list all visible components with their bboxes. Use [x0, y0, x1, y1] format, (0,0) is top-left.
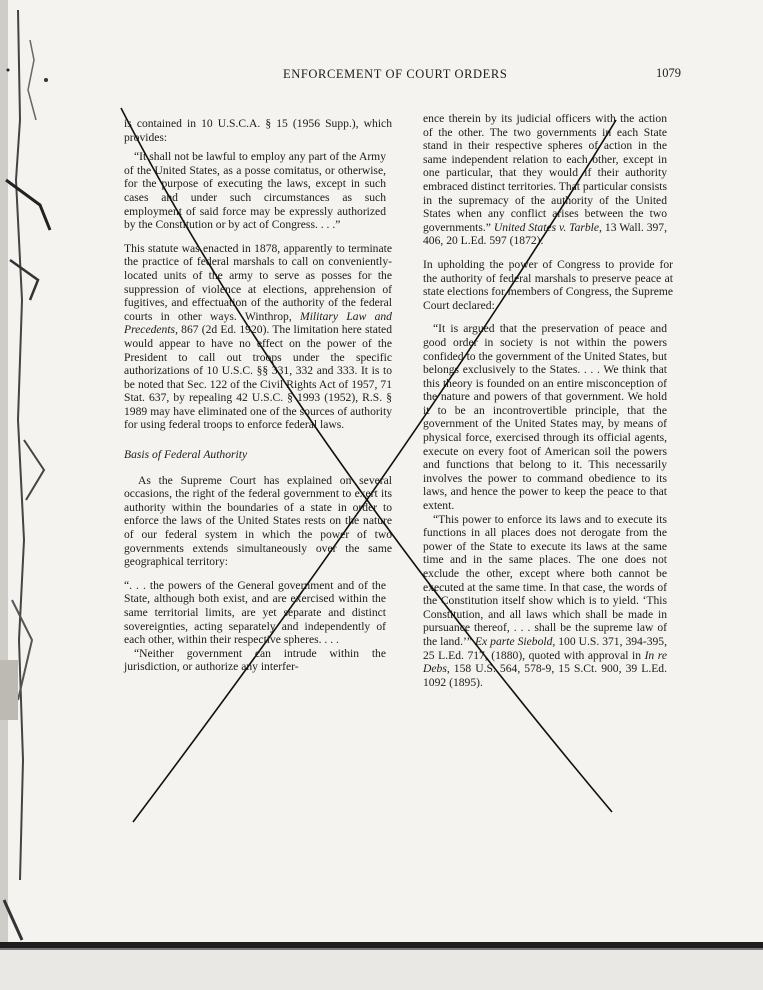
- citation-siebold: Ex parte Siebold: [474, 634, 553, 648]
- quote-neither-government: “Neither government can intrude within the jurisdiction, or authorize any interfer-: [124, 646, 386, 674]
- scan-edge-marks: [0, 0, 60, 990]
- quote-posse-comitatus: “It shall not be lawful to employ any part of the Army of the United States, as a posse comitatus, or otherwise, for the purpose of executing the laws, except in such cases and under such circumstances as such employment of said force may be expressly authorized by the Constitution or by act of Congress. . . .”: [124, 150, 386, 232]
- quote-sovereignties: “. . . the powers of the General government and of the State, although both exist, and are exercised within the same territorial limits, are yet separate and distinct sovereignties, acting separately and independently of each other, within their respective spheres. . . .: [124, 578, 386, 647]
- quote-tarble-continued: ence therein by its judicial officers with the action of the other. The two governments in each State stand in their respective spheres of action in the same independent relation to each other, except in one particular, that they would if their authority embraced distinct territories. That particular consists in the supremacy of the authority of the United States when any conflict arises between the two governments.” United States v. Tarble, 13 Wall. 397, 406, 20 L.Ed. 597 (1872).: [423, 112, 667, 248]
- section-heading: Basis of Federal Authority: [124, 448, 248, 462]
- running-head: ENFORCEMENT OF COURT ORDERS: [283, 67, 508, 81]
- citation-winthrop: Military Law and Precedents: [124, 309, 392, 337]
- paragraph-statute-history: This statute was enacted in 1878, apparently to terminate the practice of federal marshals to call on conveniently-located units of the army to serve as posses for the suppression of violence at elections, apprehension of fugitives, and effectuation of the authority of the federal courts in other ways. Winthrop, Military Law and Precedents, 867 (2d Ed. 1920). The limitation here stated would appear to have no effect on the power of the President to call out troops under the specific authorizations of 10 U.S.C. §§ 331, 332 and 333. It is to be noted that Sec. 122 of the Civil Rights Act of 1957, 71 Stat. 637, by repealing 42 U.S.C. § 1993 (1952), R.S. § 1989 may have eliminated one of the sources of authority for using federal troops to enforce federal laws.: [124, 241, 392, 432]
- paragraph-federal-system: As the Supreme Court has explained on several occasions, the right of the federal government to exert its authority within the boundaries of a state in order to enforce the laws of the United States rests on the nature of our federal system in which the power of two governments extends simultaneously over the same geographical territory:: [124, 473, 392, 569]
- left-column: [124, 117, 392, 674]
- quote-preservation-of-peace: “It is argued that the preservation of peace and good order in society is not within the powers confided to the government of the United States, but belongs exclusively to the States. . . . We think that this theory is founded on an entire misconception of the nature and powers of that government. We hold it to be an incontrovertible principle, that the government of the United States may, by means of physical force, exercised through its official agents, execute on every foot of American soil the powers and functions that belong to it. This necessarily involves the power to command obedience to its laws, and hence the power to keep the peace to that extent.: [423, 322, 667, 513]
- citation-debs: In re Debs: [423, 648, 667, 676]
- page-number: 1079: [656, 66, 681, 80]
- right-column: [423, 112, 673, 689]
- citation-tarble: United States v. Tarble: [493, 220, 600, 234]
- paragraph-marshals-elections: In upholding the power of Congress to provide for the authority of federal marshals to preserve peace at state elections for members of Congress, the Supreme Court declared:: [423, 257, 673, 312]
- quote-supreme-law: “This power to enforce its laws and to execute its functions in all places does not derogate from the power of the State to execute its laws at the same time and in the same places. The one does not exclude the other, except where both cannot be executed at the same time. In that case, the words of the Constitution itself show which is to yield. ‘This Constitution, and all laws which shall be made in pursuance thereof, . . . shall be the supreme law of the land.’” Ex parte Siebold, 100 U.S. 371, 394-395, 25 L.Ed. 717, (1880), quoted with approval in In re Debs, 158 U.S. 564, 578-9, 15 S.Ct. 900, 39 L.Ed. 1092 (1895).: [423, 512, 667, 689]
- paragraph-statute-intro: is contained in 10 U.S.C.A. § 15 (1956 Supp.), which provides:: [124, 117, 392, 144]
- scan-bottom-margin: [0, 950, 763, 990]
